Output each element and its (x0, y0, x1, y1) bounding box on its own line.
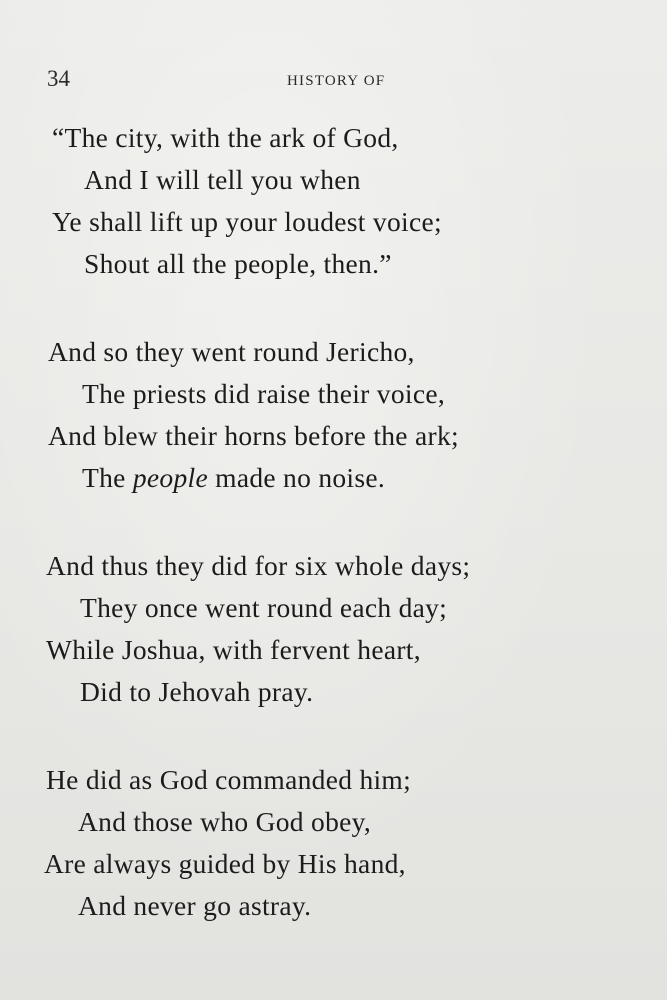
poem-line: Are always guided by His hand, (44, 848, 406, 879)
poem-line: And I will tell you when (84, 164, 361, 195)
page-header (0, 66, 667, 96)
poem-line: Ye shall lift up your loudest voice; (52, 206, 442, 237)
poem-line: The priests did raise their voice, (82, 378, 445, 409)
poem-line-italic: people (132, 462, 208, 493)
running-head: HISTORY OF (287, 73, 386, 89)
poem-line: And blew their horns before the ark; (48, 420, 459, 451)
poem-line (82, 462, 385, 494)
poem-line-after: made no noise. (207, 462, 386, 493)
poem-line-before: The (82, 462, 133, 493)
poem-line: And those who God obey, (78, 806, 372, 837)
poem-line: He did as God commanded him; (46, 764, 412, 795)
page-number: 34 (47, 66, 70, 91)
poem-line: Shout all the people, then.” (84, 248, 392, 279)
poem-line: “The city, with the ark of God, (52, 122, 399, 153)
poem-line: And never go astray. (78, 890, 312, 921)
poem-line: And so they went round Jericho, (48, 336, 415, 367)
poem-line: While Joshua, with fervent heart, (46, 634, 421, 665)
poem-line: Did to Jehovah pray. (80, 676, 314, 707)
poem-line: And thus they did for six whole days; (46, 550, 471, 581)
poem-line: They once went round each day; (80, 592, 448, 623)
